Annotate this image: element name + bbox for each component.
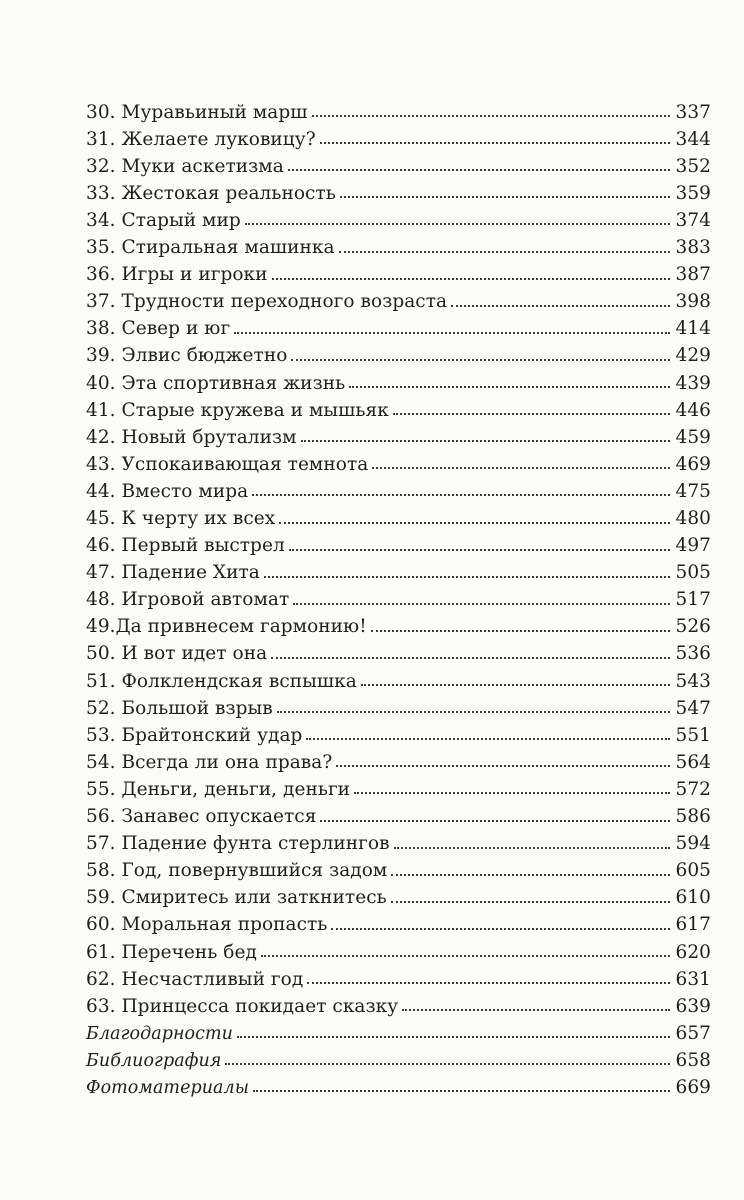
toc-page-number: 594 (675, 833, 711, 855)
toc-entry-title: 42. Новый брутализм (86, 426, 297, 448)
toc-page-number: 551 (675, 724, 711, 746)
toc-dot-leader (340, 196, 670, 198)
toc-chapter-row (86, 176, 711, 203)
toc-dot-leader (372, 467, 669, 469)
toc-dot-leader (402, 1009, 669, 1011)
toc-chapter-row (86, 366, 711, 393)
toc-entry-title: 37. Трудности переходного возраста (86, 291, 448, 313)
toc-page-number: 605 (675, 860, 711, 882)
toc-page-number: 459 (675, 426, 711, 448)
toc-dot-leader (234, 332, 669, 334)
toc-dot-leader (293, 603, 669, 605)
toc-entry-title: 47. Падение Хита (86, 562, 260, 584)
toc-entry-title: Фотоматериалы (86, 1077, 250, 1098)
toc-chapter-row (86, 258, 711, 285)
toc-entry-title: 31. Желаете луковицу? (86, 128, 316, 150)
toc-chapter-row (86, 718, 711, 745)
toc-page-number: 469 (675, 453, 711, 475)
toc-entry-title: 48. Игровой автомат (86, 589, 290, 611)
toc-chapter-row (86, 610, 711, 637)
toc-entry-title: 58. Год, повернувшийся задом (86, 860, 388, 882)
toc-dot-leader (279, 522, 669, 524)
toc-entry-title: 44. Вместо мира (86, 480, 249, 502)
toc-dot-leader (331, 928, 669, 930)
toc-entry-title: 51. Фолклендская вспышка (86, 670, 357, 692)
toc-page-number: 536 (675, 643, 711, 665)
toc-page-number: 572 (675, 778, 711, 800)
toc-dot-leader (288, 169, 670, 171)
toc-entry-title: 32. Муки аскетизма (86, 155, 284, 177)
toc-page-number: 543 (675, 670, 711, 692)
toc-entry-title: 46. Первый выстрел (86, 535, 285, 557)
toc-page-number: 620 (675, 941, 711, 963)
toc-chapter-row (86, 339, 711, 366)
toc-dot-leader (451, 305, 669, 307)
toc-dot-leader (289, 549, 670, 551)
toc-page-number: 359 (675, 182, 711, 204)
toc-entry-title: 62. Несчастливый год (86, 968, 304, 990)
toc-entry-title: 41. Старые кружева и мышьяк (86, 399, 389, 421)
toc-dot-leader (307, 982, 669, 984)
toc-chapter-row (86, 95, 711, 122)
toc-entry-title: 40. Эта спортивная жизнь (86, 372, 346, 394)
toc-section-row (86, 1043, 711, 1070)
toc-chapter-row (86, 285, 711, 312)
toc-chapter-row (86, 556, 711, 583)
toc-entry-title: 33. Жестокая реальность (86, 182, 336, 204)
toc-chapter-row (86, 149, 711, 176)
toc-dot-leader (336, 765, 669, 767)
toc-entry-title: 43. Успокаивающая темнота (86, 453, 369, 475)
toc-dot-leader (271, 657, 669, 659)
toc-page-number: 526 (675, 616, 711, 638)
toc-page-number: 617 (675, 914, 711, 936)
toc-page-number: 446 (675, 399, 711, 421)
toc-dot-leader (391, 901, 670, 903)
toc-dot-leader (306, 738, 669, 740)
toc-entry-title: 57. Падение фунта стерлингов (86, 833, 390, 855)
toc-chapter-row (86, 962, 711, 989)
toc-page-number: 658 (675, 1049, 711, 1071)
toc-page-number: 517 (675, 589, 711, 611)
toc-chapter-row (86, 854, 711, 881)
toc-entry-title: 56. Занавес опускается (86, 806, 317, 828)
toc-dot-leader (301, 440, 670, 442)
toc-chapter-row (86, 122, 711, 149)
toc-dot-leader (291, 359, 669, 361)
toc-dot-leader (225, 1063, 669, 1065)
toc-dot-leader (253, 1090, 669, 1092)
toc-entry-title: 38. Север и юг (86, 318, 231, 340)
toc-page-number: 564 (675, 751, 711, 773)
toc-page-number: 639 (675, 995, 711, 1017)
toc-dot-leader (245, 223, 670, 225)
toc-entry-title: 50. И вот идет она (86, 643, 268, 665)
toc-chapter-row (86, 799, 711, 826)
toc-page-number: 480 (675, 508, 711, 529)
toc-chapter-row (86, 501, 711, 528)
toc-entry-title: 52. Большой взрыв (86, 697, 273, 719)
toc-chapter-row (86, 393, 711, 420)
toc-entry-title: 34. Старый мир (86, 209, 241, 231)
toc-dot-leader (252, 494, 669, 496)
toc-dot-leader (391, 874, 669, 876)
toc-entry-title: 60. Моральная пропасть (86, 914, 328, 936)
toc-chapter-row (86, 203, 711, 230)
toc-chapter-row (86, 420, 711, 447)
toc-page-number: 610 (675, 887, 711, 909)
toc-entry-title: 53. Брайтонский удар (86, 724, 303, 746)
toc-page-number: 497 (675, 535, 711, 557)
toc-dot-leader (320, 142, 670, 144)
toc-page-number: 657 (675, 1022, 711, 1044)
toc-dot-leader (277, 711, 670, 713)
toc-page-number: 414 (675, 318, 711, 340)
toc-dot-leader (394, 847, 670, 849)
toc-dot-leader (339, 251, 670, 253)
toc-entry-title: Библиография (86, 1050, 222, 1071)
toc-entry-title: 35. Стиральная машинка (86, 237, 335, 259)
toc-chapter-row (86, 583, 711, 610)
toc-entry-title: Благодарности (86, 1023, 233, 1044)
toc-entry-title: 45. К черту их всех (86, 508, 276, 529)
toc-page-number: 547 (675, 697, 711, 719)
toc-chapter-row (86, 529, 711, 556)
toc-chapter-row (86, 935, 711, 962)
toc-chapter-row (86, 230, 711, 257)
toc-page-number: 383 (675, 237, 711, 259)
toc-dot-leader (393, 413, 670, 415)
toc-chapter-row (86, 447, 711, 474)
toc-page-number: 669 (675, 1076, 711, 1098)
toc-section-row (86, 1016, 711, 1043)
toc-chapter-row (86, 827, 711, 854)
toc-dot-leader (361, 684, 670, 686)
toc-entry-title: 63. Принцесса покидает сказку (86, 995, 399, 1017)
toc-dot-leader (264, 576, 670, 578)
toc-entry-title: 54. Всегда ли она права? (86, 751, 333, 773)
toc-chapter-row (86, 745, 711, 772)
toc-dot-leader (312, 115, 670, 117)
toc-chapter-row (86, 908, 711, 935)
toc-dot-leader (371, 630, 670, 632)
toc-dot-leader (261, 955, 670, 957)
toc-entry-title: 30. Муравьиный марш (86, 101, 308, 123)
toc-page-number: 398 (675, 291, 711, 313)
toc-chapter-row (86, 474, 711, 501)
toc-page-number: 631 (675, 968, 711, 990)
toc-chapter-row (86, 989, 711, 1016)
toc-page-number: 586 (675, 806, 711, 828)
toc-dot-leader (272, 278, 670, 280)
table-of-contents (86, 95, 711, 1097)
toc-page-number: 387 (675, 264, 711, 286)
toc-page-number: 352 (675, 155, 711, 177)
toc-dot-leader (354, 792, 669, 794)
toc-page-number: 475 (675, 480, 711, 502)
toc-dot-leader (320, 820, 669, 822)
toc-entry-title: 39. Элвис бюджетно (86, 345, 288, 367)
toc-page-number: 337 (675, 101, 711, 123)
toc-entry-title: 59. Смиритесь или заткнитесь (86, 887, 387, 909)
toc-dot-leader (237, 1036, 670, 1038)
toc-entry-title: 61. Перечень бед (86, 941, 257, 963)
toc-section-row (86, 1070, 711, 1097)
toc-chapter-row (86, 312, 711, 339)
toc-entry-title: 55. Деньги, деньги, деньги (86, 778, 351, 800)
toc-entry-title: 49.Да привнесем гармонию! (86, 616, 367, 638)
toc-chapter-row (86, 772, 711, 799)
toc-entry-title: 36. Игры и игроки (86, 264, 268, 286)
toc-chapter-row (86, 637, 711, 664)
toc-dot-leader (349, 386, 669, 388)
toc-chapter-row (86, 664, 711, 691)
toc-page-number: 374 (675, 209, 711, 231)
toc-chapter-row (86, 691, 711, 718)
toc-page-number: 505 (675, 562, 711, 584)
toc-chapter-row (86, 881, 711, 908)
toc-page-number: 439 (675, 372, 711, 394)
toc-page-number: 429 (675, 345, 711, 367)
toc-page-number: 344 (675, 128, 711, 150)
